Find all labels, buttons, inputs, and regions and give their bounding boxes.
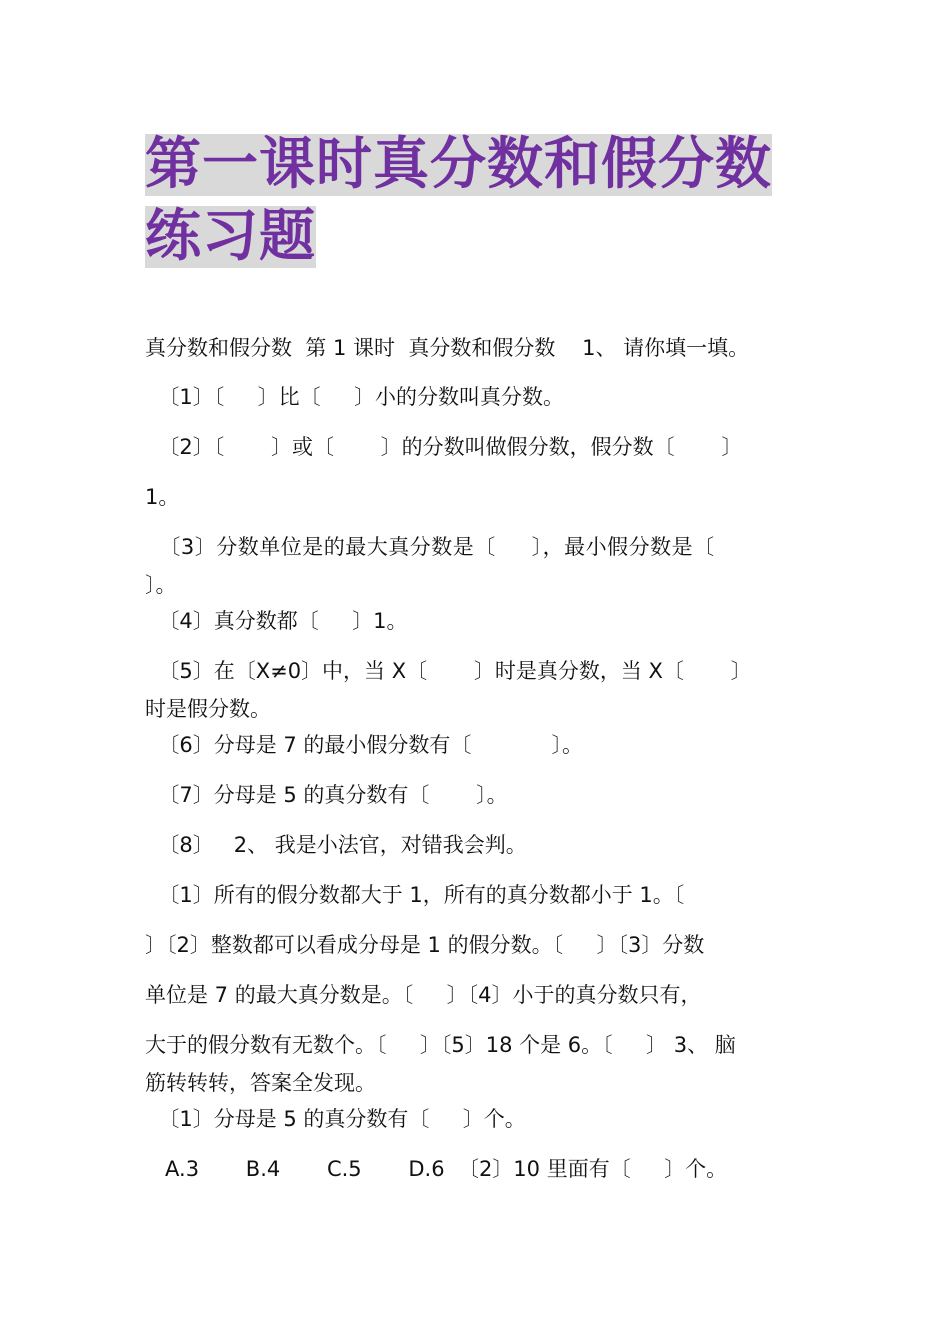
document-title-line-2: 练习题 — [145, 204, 316, 269]
section-3-heading-cont: 筋转转转，答案全发现。 — [145, 1071, 376, 1095]
question-3-1: 〔1〕分母是 5 的真分数有〔 〕个。 — [145, 1107, 526, 1131]
question-2-4-5-section-3: 大于的假分数有无数个。〔 〕〔5〕18 个是 6。〔 〕 3、 脑 — [145, 1033, 736, 1057]
question-2-1: 〔1〕所有的假分数都大于 1，所有的真分数都小于 1。〔 — [145, 883, 685, 907]
question-2-3-4: 单位是 7 的最大真分数是。〔 〕〔4〕小于的真分数只有， — [145, 983, 702, 1007]
question-1-3: 〔3〕分数单位是的最大真分数是〔 〕，最小假分数是〔 — [145, 535, 715, 559]
question-3-1-options-and-3-2: A.3 B.4 C.5 D.6 〔2〕10 里面有〔 〕个。 — [145, 1157, 728, 1181]
question-1-7: 〔7〕分母是 5 的真分数有〔 〕。 — [145, 783, 508, 807]
question-1-5: 〔5〕在〔X≠0〕中，当 X〔 〕时是真分数，当 X〔 〕 — [145, 659, 752, 683]
section-1-heading: 真分数和假分数 第 1 课时 真分数和假分数 1、 请你填一填。 — [145, 336, 750, 360]
document-title-line-1: 第一课时真分数和假分数 — [145, 132, 772, 197]
question-1-8-and-section-2-heading: 〔8〕 2、 我是小法官，对错我会判。 — [145, 833, 527, 857]
question-1-2-cont: 1。 — [145, 485, 180, 509]
question-2-2-3: 〕〔2〕整数都可以看成分母是 1 的假分数。〔 〕〔3〕分数 — [145, 933, 705, 957]
question-1-1: 〔1〕〔 〕比〔 〕小的分数叫真分数。 — [145, 385, 564, 409]
question-1-4: 〔4〕真分数都〔 〕1。 — [145, 609, 408, 633]
question-1-5-cont: 时是假分数。 — [145, 697, 271, 721]
question-1-3-cont: 〕。 — [145, 573, 177, 597]
question-1-2: 〔2〕〔 〕或〔 〕的分数叫做假分数，假分数〔 〕 — [145, 435, 743, 459]
question-1-6: 〔6〕分母是 7 的最小假分数有〔 〕。 — [145, 733, 584, 757]
